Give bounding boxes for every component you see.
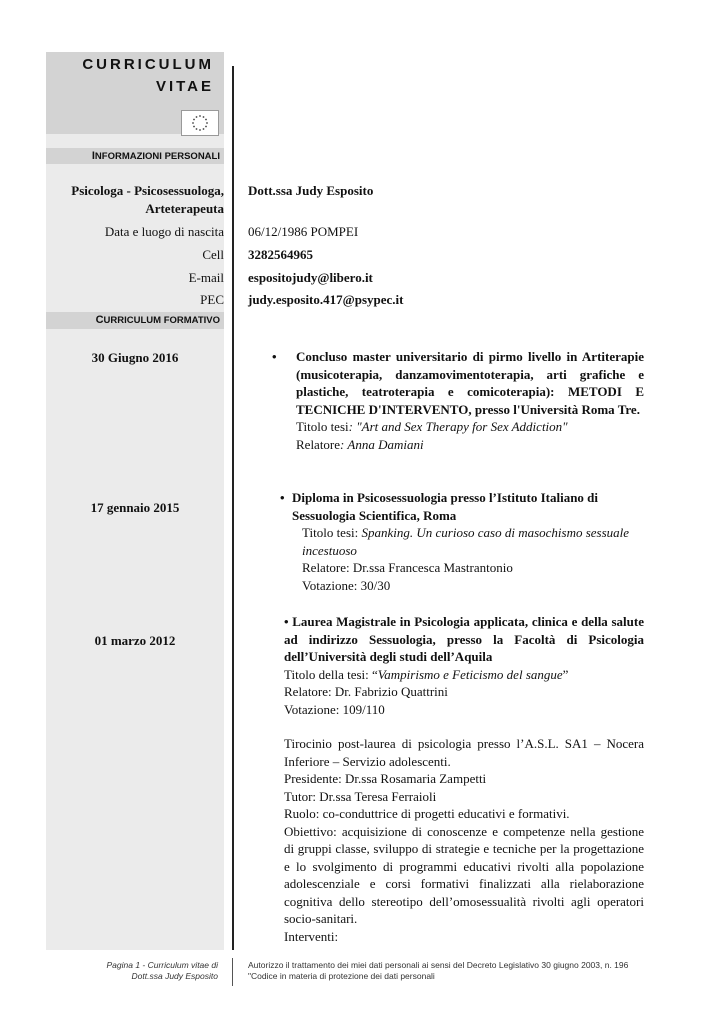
bullet-2: • (280, 490, 285, 505)
birth-value: 06/12/1986 POMPEI (248, 224, 359, 239)
training-advisor-1: Relatore: Anna Damiani (296, 436, 424, 452)
training-entry-1 (272, 348, 644, 453)
footer-privacy-note (248, 960, 628, 982)
left-column-background (46, 134, 224, 950)
eu-flag-icon (181, 110, 219, 136)
section-personal-rest: NFORMAZIONI PERSONALI (94, 151, 220, 162)
training-date-3: 01 marzo 2012 (94, 633, 176, 648)
section-heading-personal (46, 148, 224, 164)
training-title-1: Concluso master universitario di pirmo livello in Artiterapie (musicoterapia, danzamovimentoterapia, arti grafiche e plastiche, teatroterapia e comicoterapia): METODI E TECNICHE D'INTERVENTO, presso l'Università Roma Tre. (296, 349, 644, 417)
person-name: Dott.ssa Judy Esposito (248, 183, 374, 198)
training-advisor-2: Relatore: Dr.ssa Francesca Mastrantonio (302, 560, 513, 575)
footer-right-line2: "Codice in materia di protezione dei dati personali (248, 971, 435, 981)
section-training-rest: URRICULUM FORMATIVO (103, 315, 220, 326)
footer-left-line1: Pagina 1 - Curriculum vitae di (106, 960, 218, 970)
section-heading-training (46, 312, 224, 329)
internship-objective: Obiettivo: acquisizione di conoscenze e competenze nella gestione di gruppi classe, sviluppo di strategie e tecniche per la progettazione e lo svolgimento di programmi educativi rivolti alla popolazione adolescenziale e corsi formativi finalizzati alla rielaborazione cognitiva dello stereotipo dell’omosessualità rivolti agli operatori socio-sanitari. (284, 823, 644, 926)
bullet-1: • (272, 349, 277, 364)
internship-text: Tirocinio post-laurea di psicologia presso l’A.S.L. SA1 – Nocera Inferiore – Servizio adolescenti. (284, 736, 644, 769)
training-advisor-3: Relatore: Dr. Fabrizio Quattrini (284, 684, 448, 699)
training-thesis-3: Titolo della tesi: “Vampirismo e Feticismo del sangue” (284, 666, 569, 682)
internship-tutor: Tutor: Dr.ssa Teresa Ferraioli (284, 788, 437, 804)
footer-right-line1: Autorizzo il trattamento dei miei dati personali ai sensi del Decreto Legislativo 30 giugno 2003, n. 196 (248, 960, 629, 970)
column-separator (232, 66, 234, 950)
training-title-3: • Laurea Magistrale in Psicologia applicata, clinica e della salute ad indirizzo Sessuologia, presso la Facoltà di Psicologia dell’Università degli studi dell’Aquila (284, 614, 644, 664)
internship-role: Ruolo: co-conduttrice di progetti educativi e formativi. (284, 806, 570, 821)
training-entry-2 (280, 489, 644, 594)
footer-left-line2: Dott.ssa Judy Esposito (131, 971, 218, 981)
section-personal-initial: I (91, 150, 95, 162)
pec-label: PEC (200, 292, 224, 307)
footer-separator (232, 958, 233, 986)
internship-interventions: Interventi: (284, 928, 339, 944)
pec-value: judy.esposito.417@psypec.it (248, 292, 404, 307)
cv-title-line2: VITAE (155, 78, 214, 95)
training-date-2: 17 gennaio 2015 (90, 500, 180, 515)
email-value: espositojudy@libero.it (248, 270, 373, 285)
cell-value: 3282564965 (248, 247, 313, 262)
training-thesis-2: Titolo tesi: Spanking. Un curioso caso di masochismo sessuale incestuoso (302, 525, 630, 558)
profession-line1: Psicologa - Psicosessuologa, (71, 183, 224, 198)
footer-page-info (46, 960, 218, 982)
profession-line2: Arteterapeuta (145, 201, 224, 216)
cv-title-line1: CURRICULUM (82, 56, 214, 73)
birth-label: Data e luogo di nascita (104, 224, 224, 239)
training-title-2: Diploma in Psicosessuologia presso l’Istituto Italiano di Sessuologia Scientifica, Roma (292, 490, 599, 523)
section-training-initial: C (95, 314, 104, 326)
training-date-1: 30 Giugno 2016 (91, 350, 179, 365)
email-label: E-mail (188, 270, 224, 285)
training-grade-2: Votazione: 30/30 (302, 577, 391, 593)
training-thesis-1: Titolo tesi: "Art and Sex Therapy for Sex Addiction" (296, 419, 568, 434)
training-entry-3 (284, 613, 644, 945)
internship-president: Presidente: Dr.ssa Rosamaria Zampetti (284, 771, 487, 786)
cell-label: Cell (202, 247, 224, 262)
training-grade-3: Votazione: 109/110 (284, 701, 385, 717)
